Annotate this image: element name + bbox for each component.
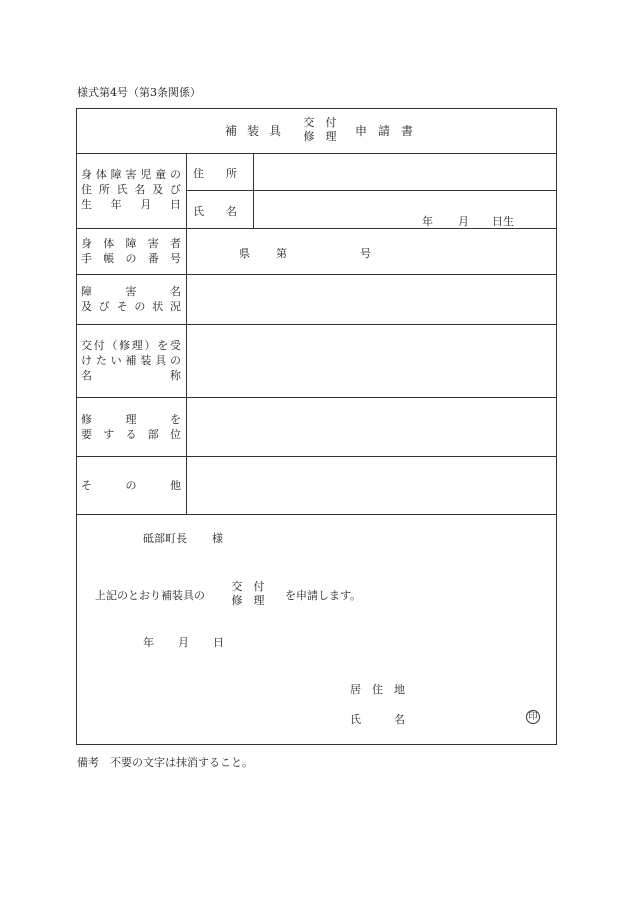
residence-field[interactable] — [418, 676, 548, 696]
date-month-label: 月 — [178, 636, 189, 649]
other-field[interactable] — [190, 460, 554, 510]
label-handbook: 身 体 障 害 者 手 帳 の 番 号 — [81, 237, 181, 265]
addressee: 砥部町長 — [143, 532, 187, 545]
divider — [76, 456, 557, 457]
label-child-info: 身 体 障 害 児 童 の 住 所 氏 名 及 び 生 年 月 日 — [81, 168, 181, 211]
divider — [76, 153, 557, 154]
label-repair-part: 修 理 を 要 す る 部 位 — [81, 413, 181, 441]
title-option-issue: 交 付 — [303, 116, 337, 129]
birth-month-label: 月 — [458, 215, 469, 228]
statement-options — [230, 580, 266, 608]
statement-option-repair: 修 理 — [231, 594, 265, 607]
name-label: 氏 名 — [193, 205, 237, 218]
seal-mark-icon: 印 — [526, 710, 540, 724]
statement-prefix: 上記のとおり補装具の — [95, 589, 205, 602]
divider — [76, 324, 557, 325]
date-year-label: 年 — [143, 636, 154, 649]
title-option-repair: 修 理 — [303, 130, 337, 143]
divider — [76, 397, 557, 398]
honorific: 様 — [212, 532, 223, 545]
divider — [186, 153, 187, 514]
divider — [76, 514, 557, 515]
repair-part-field[interactable] — [190, 401, 554, 453]
number-suffix-label: 号 — [360, 247, 371, 260]
date-day-label: 日 — [213, 636, 224, 649]
disability-field[interactable] — [190, 278, 554, 320]
number-prefix-label: 第 — [276, 247, 287, 260]
address-field[interactable] — [256, 158, 554, 188]
statement-option-issue: 交 付 — [231, 580, 265, 593]
divider — [253, 153, 254, 228]
label-other: そ の 他 — [81, 479, 181, 492]
device-name-field[interactable] — [190, 328, 554, 394]
footer-note: 備考 不要の文字は抹消すること。 — [77, 756, 253, 769]
residence-label: 居 住 地 — [350, 683, 405, 696]
label-device-name: 交 付 （ 修 理 ） を 受 け た い 補 装 具 の 名 称 — [81, 339, 181, 382]
address-label: 住 所 — [193, 167, 237, 180]
title-options — [302, 116, 338, 144]
divider — [186, 190, 557, 191]
form-number: 様式第4号（第3条関係） — [77, 86, 201, 99]
statement-suffix: を申請します。 — [285, 589, 362, 602]
birth-day-label: 日生 — [492, 215, 514, 228]
divider — [76, 274, 557, 275]
title-prefix: 補 装 具 — [225, 124, 281, 138]
divider — [76, 228, 557, 229]
applicant-name-label: 氏 名 — [350, 713, 405, 726]
birth-year-label: 年 — [422, 215, 433, 228]
title-suffix: 申 請 書 — [355, 124, 413, 138]
applicant-name-field[interactable] — [418, 706, 518, 726]
prefecture-label: 県 — [239, 247, 250, 260]
label-disability: 障 害 名 及 び そ の 状 況 — [81, 285, 181, 313]
